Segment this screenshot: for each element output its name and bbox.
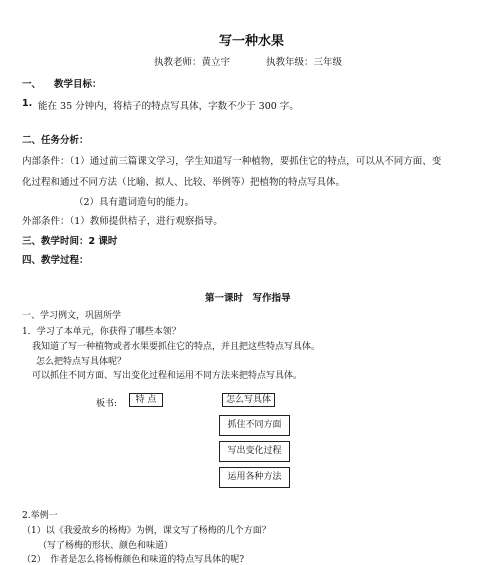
section-title-time: 三、教学时间：2 课时 — [22, 236, 118, 247]
example-title: 2.举例一 — [22, 511, 58, 521]
board-item-process: 写出变化过程 — [219, 441, 290, 462]
example-answer-1: （写了杨梅的形状、颜色和味道） — [38, 541, 174, 551]
board-label: 板书: — [96, 399, 118, 409]
goal-text: 能在 35 分钟内，将桔子的特点写具体，字数不少于 300 字。 — [38, 101, 299, 112]
answer-1: 我知道了写一种植物或者水果要抓住它的特点，并且把这些特点写具体。 — [32, 342, 321, 352]
board-feature-box: 特 点 — [129, 393, 163, 407]
answer-1b: 可以抓住不同方面、写出变化过程和运用不同方法来把特点写具体。 — [32, 371, 303, 381]
internal-conditions-line-1: 内部条件：（1）通过前三篇课文学习，学生知道写一种植物，要抓住它的特点，可以从不同方面、变 — [22, 156, 442, 167]
step-1-heading: 一、学习例文，巩固所学 — [22, 311, 122, 321]
teacher-info: 执教老师：黄立宇 — [154, 57, 231, 68]
goal-number: 1. — [22, 98, 33, 109]
section-number-1: 一、 — [22, 79, 42, 90]
lesson-title: 第一课时 写作指导 — [205, 293, 291, 304]
question-1b: 怎么把特点写具体呢？ — [36, 357, 127, 367]
external-conditions: 外部条件：（1）教师提供桔子，进行观察指导。 — [22, 216, 223, 227]
section-title-process: 四、教学过程： — [22, 255, 89, 266]
page-title: 写一种水果 — [219, 34, 285, 49]
board-item-aspects: 抓住不同方面 — [219, 415, 290, 436]
internal-conditions-line-2: 化过程和通过不同方法（比喻、拟人、比较、举例等）把植物的特点写具体。 — [22, 177, 346, 188]
example-question-1: （1）以《我爱故乡的杨梅》为例，课文写了杨梅的几个方面？ — [22, 526, 271, 536]
board-item-methods: 运用各种方法 — [219, 467, 290, 488]
question-1: 1．学习了本单元，你获得了哪些本领？ — [22, 327, 181, 337]
example-question-2: （2） 作者是怎么将杨梅颜色和味道的特点写具体的呢? — [22, 555, 245, 565]
grade-info: 执教年级：三年级 — [266, 57, 343, 68]
section-title-analysis: 二、任务分析： — [22, 135, 89, 146]
section-title-goals: 教学目标： — [54, 79, 102, 90]
internal-conditions-line-3: （2）具有遣词造句的能力。 — [74, 197, 195, 208]
board-how-box: 怎么写具体 — [222, 393, 275, 407]
